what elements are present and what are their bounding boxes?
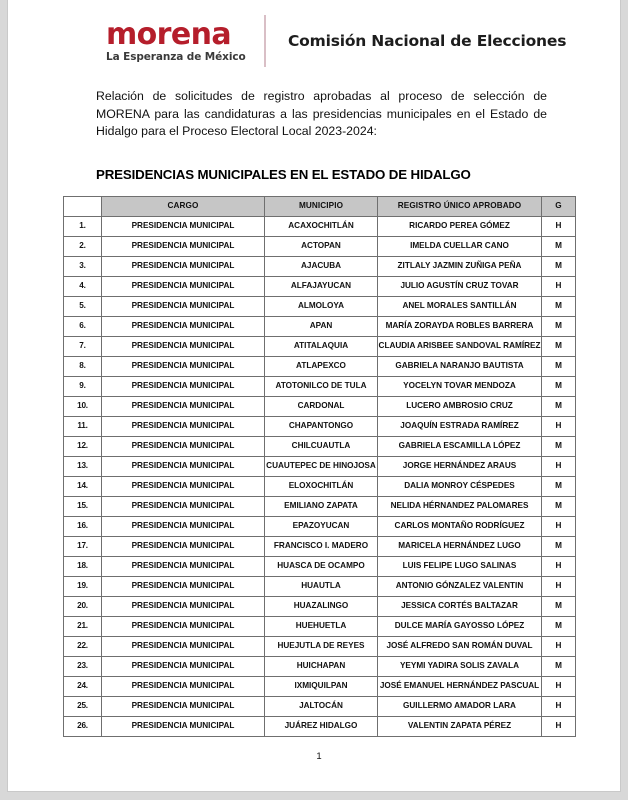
genero-cell: M — [542, 536, 576, 556]
cargo-cell: PRESIDENCIA MUNICIPAL — [102, 476, 265, 496]
table-row — [64, 676, 576, 696]
morena-wordmark: morena — [106, 16, 232, 52]
genero-cell: M — [542, 316, 576, 336]
table-header — [64, 196, 576, 216]
registro-cell: IMELDA CUELLAR CANO — [378, 236, 542, 256]
cargo-cell: PRESIDENCIA MUNICIPAL — [102, 436, 265, 456]
table-row — [64, 616, 576, 636]
table-row — [64, 356, 576, 376]
document-header — [8, 0, 620, 62]
row-index-cell: 24. — [64, 676, 102, 696]
cargo-cell: PRESIDENCIA MUNICIPAL — [102, 556, 265, 576]
registro-cell: LUIS FELIPE LUGO SALINAS — [378, 556, 542, 576]
row-index-cell: 11. — [64, 416, 102, 436]
genero-cell: M — [542, 236, 576, 256]
municipio-cell: IXMIQUILPAN — [265, 676, 378, 696]
genero-cell: H — [542, 676, 576, 696]
table-row — [64, 316, 576, 336]
registro-cell: GABRIELA ESCAMILLA LÓPEZ — [378, 436, 542, 456]
table-row — [64, 296, 576, 316]
genero-cell: M — [542, 476, 576, 496]
genero-cell: H — [542, 276, 576, 296]
registro-cell: GABRIELA NARANJO BAUTISTA — [378, 356, 542, 376]
cargo-cell: PRESIDENCIA MUNICIPAL — [102, 576, 265, 596]
genero-cell: H — [542, 636, 576, 656]
cargo-cell: PRESIDENCIA MUNICIPAL — [102, 236, 265, 256]
cargo-cell: PRESIDENCIA MUNICIPAL — [102, 676, 265, 696]
registro-cell: ANEL MORALES SANTILLÁN — [378, 296, 542, 316]
genero-cell: H — [542, 556, 576, 576]
cargo-cell: PRESIDENCIA MUNICIPAL — [102, 496, 265, 516]
municipio-cell: CHILCUAUTLA — [265, 436, 378, 456]
registro-cell: DALIA MONROY CÉSPEDES — [378, 476, 542, 496]
municipio-cell: CHAPANTONGO — [265, 416, 378, 436]
registro-cell: JOSÉ ALFREDO SAN ROMÁN DUVAL — [378, 636, 542, 656]
table-row — [64, 276, 576, 296]
registro-cell: CLAUDIA ARISBEE SANDOVAL RAMÍREZ — [378, 336, 542, 356]
table-row — [64, 476, 576, 496]
municipio-cell: HUEHUETLA — [265, 616, 378, 636]
cargo-cell: PRESIDENCIA MUNICIPAL — [102, 376, 265, 396]
table-row — [64, 336, 576, 356]
row-index-cell: 9. — [64, 376, 102, 396]
row-index-cell: 15. — [64, 496, 102, 516]
genero-cell: M — [542, 336, 576, 356]
table-row — [64, 376, 576, 396]
table-row — [64, 436, 576, 456]
table-row — [64, 656, 576, 676]
municipio-cell: ELOXOCHITLÁN — [265, 476, 378, 496]
cargo-cell: PRESIDENCIA MUNICIPAL — [102, 656, 265, 676]
row-index-cell: 16. — [64, 516, 102, 536]
municipio-cell: HUASCA DE OCAMPO — [265, 556, 378, 576]
morena-logo — [106, 16, 258, 63]
registro-cell: MARICELA HERNÁNDEZ LUGO — [378, 536, 542, 556]
municipio-cell: HUEJUTLA DE REYES — [265, 636, 378, 656]
municipio-cell: ALMOLOYA — [265, 296, 378, 316]
cargo-cell: PRESIDENCIA MUNICIPAL — [102, 716, 265, 736]
municipio-cell: ATOTONILCO DE TULA — [265, 376, 378, 396]
row-index-cell: 17. — [64, 536, 102, 556]
registro-cell: VALENTIN ZAPATA PÉREZ — [378, 716, 542, 736]
cargo-cell: PRESIDENCIA MUNICIPAL — [102, 336, 265, 356]
cargo-cell: PRESIDENCIA MUNICIPAL — [102, 296, 265, 316]
row-index-cell: 12. — [64, 436, 102, 456]
registro-cell: JOAQUÍN ESTRADA RAMÍREZ — [378, 416, 542, 436]
table-row — [64, 396, 576, 416]
municipio-cell: JALTOCÁN — [265, 696, 378, 716]
genero-cell: M — [542, 396, 576, 416]
table-header-row — [64, 196, 576, 216]
cargo-cell: PRESIDENCIA MUNICIPAL — [102, 536, 265, 556]
row-index-cell: 21. — [64, 616, 102, 636]
registrations-table — [63, 196, 576, 737]
table-row — [64, 516, 576, 536]
municipio-cell: ACAXOCHITLÁN — [265, 216, 378, 236]
municipio-cell: HUAZALINGO — [265, 596, 378, 616]
row-index-cell: 14. — [64, 476, 102, 496]
registro-cell: GUILLERMO AMADOR LARA — [378, 696, 542, 716]
row-index-cell: 1. — [64, 216, 102, 236]
column-header-index — [64, 196, 102, 216]
cargo-cell: PRESIDENCIA MUNICIPAL — [102, 216, 265, 236]
genero-cell: M — [542, 616, 576, 636]
table-row — [64, 716, 576, 736]
registro-cell: JESSICA CORTÉS BALTAZAR — [378, 596, 542, 616]
cargo-cell: PRESIDENCIA MUNICIPAL — [102, 616, 265, 636]
table-row — [64, 576, 576, 596]
table-row — [64, 556, 576, 576]
table-row — [64, 536, 576, 556]
registro-cell: ANTONIO GÓNZALEZ VALENTIN — [378, 576, 542, 596]
genero-cell: H — [542, 456, 576, 476]
registro-cell: JOSÉ EMANUEL HERNÁNDEZ PASCUAL — [378, 676, 542, 696]
registro-cell: YEYMI YADIRA SOLIS ZAVALA — [378, 656, 542, 676]
genero-cell: M — [542, 356, 576, 376]
cargo-cell: PRESIDENCIA MUNICIPAL — [102, 276, 265, 296]
row-index-cell: 6. — [64, 316, 102, 336]
genero-cell: M — [542, 296, 576, 316]
genero-cell: H — [542, 716, 576, 736]
page-number: 1 — [316, 750, 322, 762]
registro-cell: JORGE HERNÁNDEZ ARAUS — [378, 456, 542, 476]
genero-cell: H — [542, 416, 576, 436]
morena-tagline: La Esperanza de México — [106, 50, 246, 63]
table-body — [64, 216, 576, 736]
intro-paragraph: Relación de solicitudes de registro aprobadas al proceso de selección de MORENA para las candidaturas a las presidencias municipales en el Estado de Hidalgo para el Proceso Electoral Local 2023-2024: — [96, 89, 547, 138]
municipio-cell: JUÁREZ HIDALGO — [265, 716, 378, 736]
row-index-cell: 7. — [64, 336, 102, 356]
registro-cell: DULCE MARÍA GAYOSSO LÓPEZ — [378, 616, 542, 636]
row-index-cell: 23. — [64, 656, 102, 676]
row-index-cell: 19. — [64, 576, 102, 596]
cargo-cell: PRESIDENCIA MUNICIPAL — [102, 636, 265, 656]
column-header-cargo: CARGO — [102, 196, 265, 216]
row-index-cell: 18. — [64, 556, 102, 576]
genero-cell: M — [542, 656, 576, 676]
genero-cell: H — [542, 516, 576, 536]
cargo-cell: PRESIDENCIA MUNICIPAL — [102, 356, 265, 376]
row-index-cell: 22. — [64, 636, 102, 656]
registro-cell: LUCERO AMBROSIO CRUZ — [378, 396, 542, 416]
header-divider — [264, 15, 266, 67]
column-header-registro: REGISTRO ÚNICO APROBADO — [378, 196, 542, 216]
cargo-cell: PRESIDENCIA MUNICIPAL — [102, 696, 265, 716]
row-index-cell: 10. — [64, 396, 102, 416]
genero-cell: M — [542, 256, 576, 276]
section-title: PRESIDENCIAS MUNICIPALES EN EL ESTADO DE HIDALGO — [96, 166, 471, 182]
registro-cell: NELIDA HÉRNANDEZ PALOMARES — [378, 496, 542, 516]
cargo-cell: PRESIDENCIA MUNICIPAL — [102, 316, 265, 336]
municipio-cell: CUAUTEPEC DE HINOJOSA — [265, 456, 378, 476]
row-index-cell: 5. — [64, 296, 102, 316]
table-row — [64, 496, 576, 516]
cargo-cell: PRESIDENCIA MUNICIPAL — [102, 596, 265, 616]
registro-cell: YOCELYN TOVAR MENDOZA — [378, 376, 542, 396]
organization-title: Comisión Nacional de Elecciones — [288, 32, 567, 50]
row-index-cell: 20. — [64, 596, 102, 616]
table-row — [64, 636, 576, 656]
municipio-cell: EMILIANO ZAPATA — [265, 496, 378, 516]
row-index-cell: 13. — [64, 456, 102, 476]
table-row — [64, 456, 576, 476]
table-row — [64, 256, 576, 276]
row-index-cell: 26. — [64, 716, 102, 736]
municipio-cell: HUICHAPAN — [265, 656, 378, 676]
municipio-cell: ATLAPEXCO — [265, 356, 378, 376]
cargo-cell: PRESIDENCIA MUNICIPAL — [102, 256, 265, 276]
municipio-cell: CARDONAL — [265, 396, 378, 416]
registro-cell: ZITLALY JAZMIN ZUÑIGA PEÑA — [378, 256, 542, 276]
registrations-table-container — [63, 196, 575, 762]
row-index-cell: 8. — [64, 356, 102, 376]
genero-cell: M — [542, 596, 576, 616]
genero-cell: H — [542, 696, 576, 716]
cargo-cell: PRESIDENCIA MUNICIPAL — [102, 396, 265, 416]
column-header-municipio: MUNICIPIO — [265, 196, 378, 216]
registro-cell: MARÍA ZORAYDA ROBLES BARRERA — [378, 316, 542, 336]
municipio-cell: ACTOPAN — [265, 236, 378, 256]
registro-cell: RICARDO PEREA GÓMEZ — [378, 216, 542, 236]
genero-cell: H — [542, 576, 576, 596]
cargo-cell: PRESIDENCIA MUNICIPAL — [102, 516, 265, 536]
genero-cell: M — [542, 496, 576, 516]
municipio-cell: ALFAJAYUCAN — [265, 276, 378, 296]
table-row — [64, 416, 576, 436]
row-index-cell: 2. — [64, 236, 102, 256]
registro-cell: JULIO AGUSTÍN CRUZ TOVAR — [378, 276, 542, 296]
genero-cell: M — [542, 376, 576, 396]
municipio-cell: APAN — [265, 316, 378, 336]
column-header-genero: G — [542, 196, 576, 216]
municipio-cell: ATITALAQUIA — [265, 336, 378, 356]
cargo-cell: PRESIDENCIA MUNICIPAL — [102, 456, 265, 476]
row-index-cell: 25. — [64, 696, 102, 716]
municipio-cell: EPAZOYUCAN — [265, 516, 378, 536]
municipio-cell: AJACUBA — [265, 256, 378, 276]
cargo-cell: PRESIDENCIA MUNICIPAL — [102, 416, 265, 436]
municipio-cell: FRANCISCO I. MADERO — [265, 536, 378, 556]
registro-cell: CARLOS MONTAÑO RODRÍGUEZ — [378, 516, 542, 536]
municipio-cell: HUAUTLA — [265, 576, 378, 596]
row-index-cell: 3. — [64, 256, 102, 276]
table-row — [64, 216, 576, 236]
genero-cell: H — [542, 216, 576, 236]
table-row — [64, 236, 576, 256]
document-page — [7, 0, 621, 792]
row-index-cell: 4. — [64, 276, 102, 296]
table-row — [64, 596, 576, 616]
genero-cell: M — [542, 436, 576, 456]
table-row — [64, 696, 576, 716]
